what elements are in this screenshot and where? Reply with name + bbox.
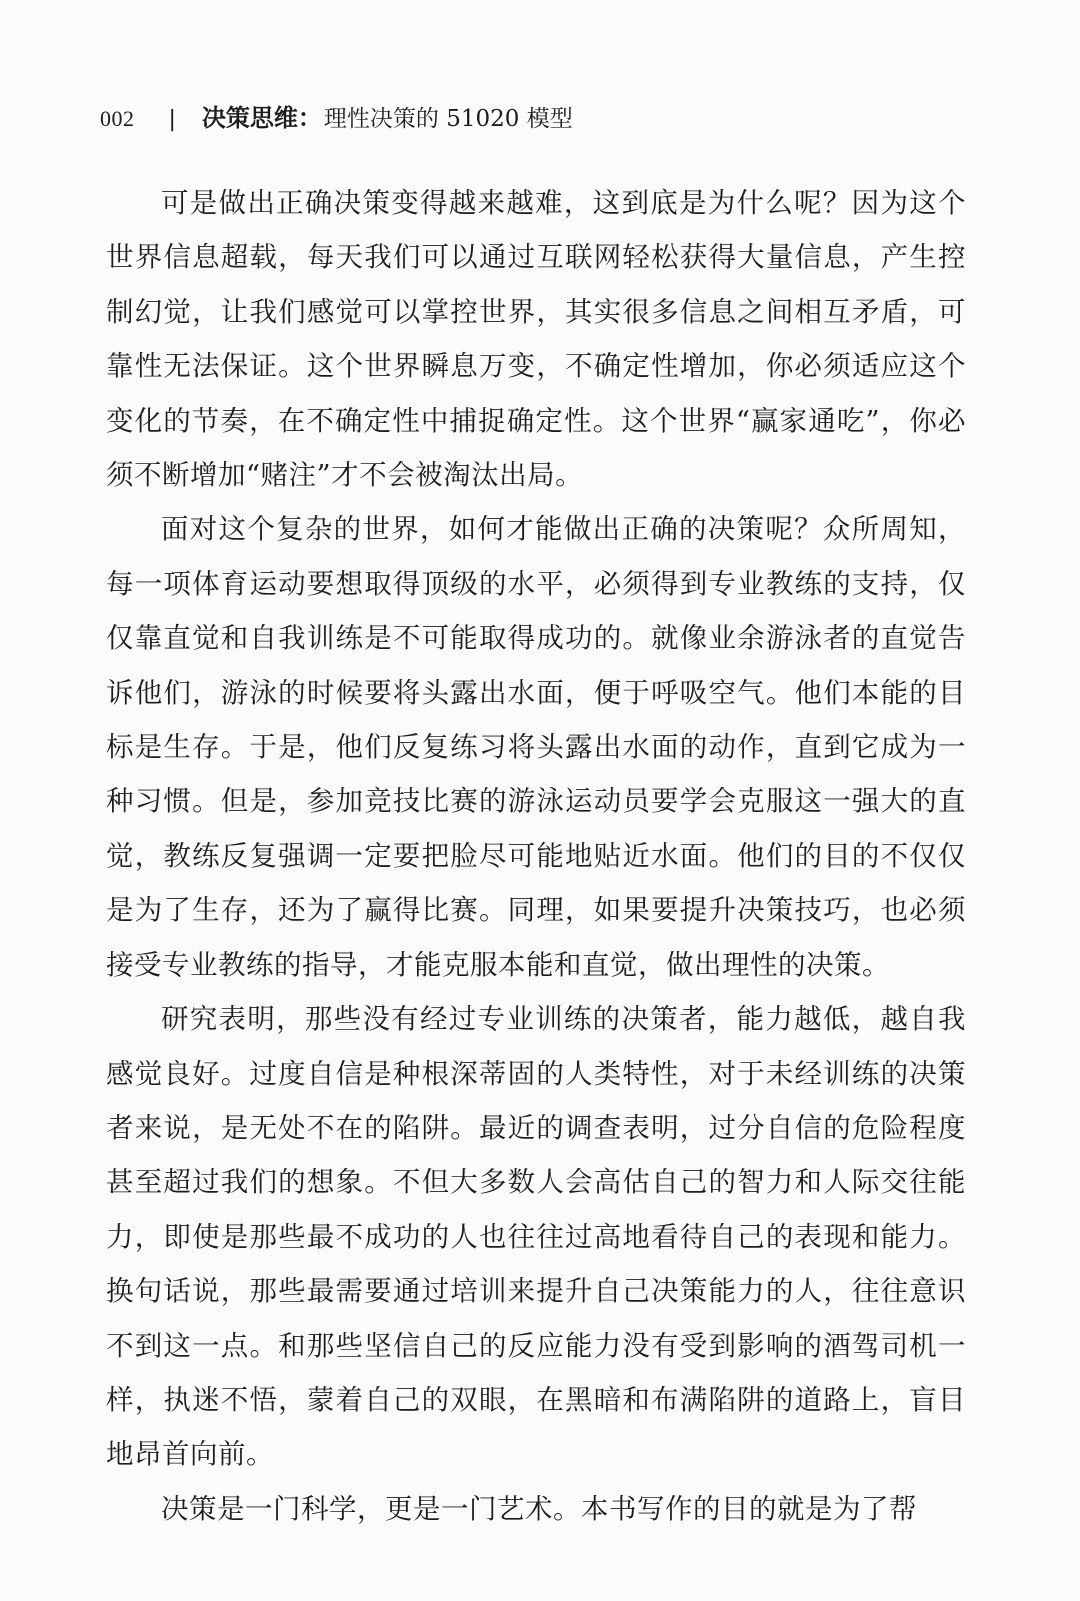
paragraph: 可是做出正确决策变得越来越难，这到底是为什么呢？因为这个世界信息超载，每天我们可以通过互联网轻松获得大量信息，产生控制幻觉，让我们感觉可以掌控世界，其实很多信息之间相互矛盾，可靠性无法保证。这个世界瞬息万变，不确定性增加，你必须适应这个变化的节奏，在不确定性中捕捉确定性。这个世界“赢家通吃”，你必须不断增加“赌注”才不会被淘汰出局。 — [106, 187, 966, 492]
header-divider: | — [168, 107, 176, 132]
paragraph: 决策是一门科学，更是一门艺术。本书写作的目的就是为了帮 — [161, 1492, 917, 1525]
paragraph: 研究表明，那些没有经过专业训练的决策者，能力越低，越自我感觉良好。过度自信是种根深蒂固的人类特性，对于未经训练的决策者来说，是无处不在的陷阱。最近的调查表明，过分自信的危险程度甚至超过我们的想象。不但大多数人会高估自己的智力和人际交往能力，即使是那些最不成功的人也往往过高地看待自己的表现和能力。换句话说，那些最需要通过培训来提升自己决策能力的人，往往意识不到这一点。和那些坚信自己的反应能力没有受到影响的酒驾司机一样，执迷不悟，蒙着自己的双眼，在黑暗和布满陷阱的道路上，盲目地昂首向前。 — [106, 1003, 966, 1471]
book-title: 决策思维： — [201, 104, 322, 132]
book-subtitle: 理性决策的 51020 模型 — [323, 106, 573, 132]
running-header — [100, 98, 573, 134]
paragraph: 面对这个复杂的世界，如何才能做出正确的决策呢？众所周知，每一项体育运动要想取得顶级的水平，必须得到专业教练的支持，仅仅靠直觉和自我训练是不可能取得成功的。就像业余游泳者的直觉告诉他们，游泳的时候要将头露出水面，便于呼吸空气。他们本能的目标是生存。于是，他们反复练习将头露出水面的动作，直到它成为一种习惯。但是，参加竞技比赛的游泳运动员要学会克服这一强大的直觉，教练反复强调一定要把脸尽可能地贴近水面。他们的目的不仅仅是为了生存，还为了赢得比赛。同理，如果要提升决策技巧，也必须接受专业教练的指导，才能克服本能和直觉，做出理性的决策。 — [106, 513, 966, 981]
body-text — [106, 176, 966, 1536]
page-number: 002 — [100, 106, 135, 131]
